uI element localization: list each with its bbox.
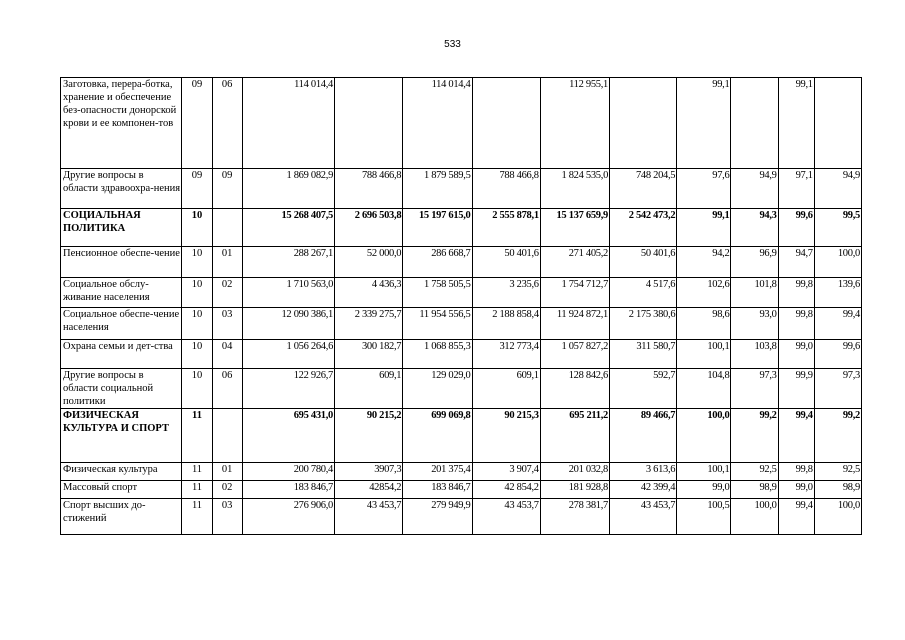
subsection-code-cell: 01 bbox=[212, 463, 242, 481]
value-cell: 200 780,4 bbox=[242, 463, 334, 481]
value-cell: 50 401,6 bbox=[610, 247, 677, 278]
table-row bbox=[61, 463, 862, 481]
value-cell: 122 926,7 bbox=[242, 369, 334, 409]
value-cell: 788 466,8 bbox=[335, 169, 403, 209]
section-code-cell: 11 bbox=[182, 481, 212, 499]
value-cell: 592,7 bbox=[610, 369, 677, 409]
value-cell bbox=[814, 78, 861, 169]
value-cell: 99,0 bbox=[778, 340, 814, 369]
table-row bbox=[61, 78, 862, 169]
value-cell: 97,3 bbox=[814, 369, 861, 409]
subsection-code-cell: 02 bbox=[212, 481, 242, 499]
value-cell: 114 014,4 bbox=[242, 78, 334, 169]
value-cell: 90 215,3 bbox=[472, 409, 540, 463]
value-cell: 181 928,8 bbox=[540, 481, 609, 499]
value-cell: 98,9 bbox=[731, 481, 778, 499]
value-cell: 100,0 bbox=[814, 247, 861, 278]
row-name-cell: Социальное обеспе-чение населения bbox=[61, 308, 182, 340]
budget-table bbox=[60, 77, 862, 535]
table-row bbox=[61, 169, 862, 209]
value-cell bbox=[610, 78, 677, 169]
value-cell: 99,4 bbox=[814, 308, 861, 340]
value-cell: 300 182,7 bbox=[335, 340, 403, 369]
value-cell: 1 056 264,6 bbox=[242, 340, 334, 369]
section-code-cell: 09 bbox=[182, 78, 212, 169]
value-cell: 42 399,4 bbox=[610, 481, 677, 499]
value-cell: 104,8 bbox=[677, 369, 731, 409]
value-cell: 288 267,1 bbox=[242, 247, 334, 278]
row-name-cell: ФИЗИЧЕСКАЯ КУЛЬТУРА И СПОРТ bbox=[61, 409, 182, 463]
value-cell: 286 668,7 bbox=[403, 247, 472, 278]
table-row bbox=[61, 278, 862, 308]
value-cell: 43 453,7 bbox=[610, 499, 677, 535]
value-cell: 99,5 bbox=[814, 209, 861, 247]
value-cell: 112 955,1 bbox=[540, 78, 609, 169]
value-cell: 99,6 bbox=[814, 340, 861, 369]
value-cell: 1 710 563,0 bbox=[242, 278, 334, 308]
value-cell: 42 854,2 bbox=[472, 481, 540, 499]
section-code-cell: 11 bbox=[182, 463, 212, 481]
value-cell: 102,6 bbox=[677, 278, 731, 308]
value-cell: 183 846,7 bbox=[242, 481, 334, 499]
value-cell: 2 542 473,2 bbox=[610, 209, 677, 247]
value-cell: 94,2 bbox=[677, 247, 731, 278]
value-cell: 99,1 bbox=[778, 78, 814, 169]
value-cell: 609,1 bbox=[472, 369, 540, 409]
value-cell: 89 466,7 bbox=[610, 409, 677, 463]
section-code-cell: 10 bbox=[182, 247, 212, 278]
row-name-cell: Физическая культура bbox=[61, 463, 182, 481]
subsection-code-cell: 03 bbox=[212, 308, 242, 340]
value-cell: 129 029,0 bbox=[403, 369, 472, 409]
value-cell: 1 824 535,0 bbox=[540, 169, 609, 209]
section-code-cell: 11 bbox=[182, 499, 212, 535]
row-name-cell: Другие вопросы в области социальной политики bbox=[61, 369, 182, 409]
subsection-code-cell bbox=[212, 209, 242, 247]
value-cell: 311 580,7 bbox=[610, 340, 677, 369]
value-cell: 1 754 712,7 bbox=[540, 278, 609, 308]
row-name-cell: Пенсионное обеспе-чение bbox=[61, 247, 182, 278]
subsection-code-cell: 06 bbox=[212, 369, 242, 409]
section-code-cell: 09 bbox=[182, 169, 212, 209]
table-row bbox=[61, 209, 862, 247]
value-cell: 92,5 bbox=[814, 463, 861, 481]
table-row bbox=[61, 481, 862, 499]
row-name-cell: Заготовка, перера-ботка, хранение и обеспечение без-опасности донорской крови и ее компонен-тов bbox=[61, 78, 182, 169]
value-cell: 279 949,9 bbox=[403, 499, 472, 535]
value-cell: 94,9 bbox=[814, 169, 861, 209]
value-cell: 100,0 bbox=[814, 499, 861, 535]
value-cell: 92,5 bbox=[731, 463, 778, 481]
value-cell: 11 924 872,1 bbox=[540, 308, 609, 340]
value-cell: 3 907,4 bbox=[472, 463, 540, 481]
value-cell: 98,6 bbox=[677, 308, 731, 340]
table-row bbox=[61, 499, 862, 535]
value-cell: 101,8 bbox=[731, 278, 778, 308]
value-cell: 99,4 bbox=[778, 409, 814, 463]
section-code-cell: 10 bbox=[182, 340, 212, 369]
value-cell: 1 869 082,9 bbox=[242, 169, 334, 209]
value-cell: 2 696 503,8 bbox=[335, 209, 403, 247]
value-cell: 43 453,7 bbox=[335, 499, 403, 535]
value-cell: 139,6 bbox=[814, 278, 861, 308]
value-cell: 609,1 bbox=[335, 369, 403, 409]
value-cell: 52 000,0 bbox=[335, 247, 403, 278]
value-cell: 276 906,0 bbox=[242, 499, 334, 535]
value-cell: 100,5 bbox=[677, 499, 731, 535]
value-cell: 2 175 380,6 bbox=[610, 308, 677, 340]
value-cell: 100,1 bbox=[677, 463, 731, 481]
value-cell: 94,7 bbox=[778, 247, 814, 278]
section-code-cell: 10 bbox=[182, 369, 212, 409]
value-cell: 788 466,8 bbox=[472, 169, 540, 209]
value-cell: 99,0 bbox=[778, 481, 814, 499]
value-cell: 50 401,6 bbox=[472, 247, 540, 278]
value-cell: 97,3 bbox=[731, 369, 778, 409]
subsection-code-cell bbox=[212, 409, 242, 463]
value-cell: 201 032,8 bbox=[540, 463, 609, 481]
value-cell: 114 014,4 bbox=[403, 78, 472, 169]
value-cell: 97,6 bbox=[677, 169, 731, 209]
value-cell: 695 211,2 bbox=[540, 409, 609, 463]
value-cell: 1 758 505,5 bbox=[403, 278, 472, 308]
value-cell: 201 375,4 bbox=[403, 463, 472, 481]
row-name-cell: Спорт высших до-стижений bbox=[61, 499, 182, 535]
subsection-code-cell: 01 bbox=[212, 247, 242, 278]
value-cell: 15 197 615,0 bbox=[403, 209, 472, 247]
value-cell: 183 846,7 bbox=[403, 481, 472, 499]
value-cell: 99,2 bbox=[814, 409, 861, 463]
value-cell bbox=[335, 78, 403, 169]
value-cell bbox=[731, 78, 778, 169]
subsection-code-cell: 09 bbox=[212, 169, 242, 209]
value-cell: 93,0 bbox=[731, 308, 778, 340]
value-cell: 312 773,4 bbox=[472, 340, 540, 369]
table-row bbox=[61, 247, 862, 278]
value-cell: 96,9 bbox=[731, 247, 778, 278]
value-cell: 99,8 bbox=[778, 308, 814, 340]
section-code-cell: 10 bbox=[182, 278, 212, 308]
value-cell: 1 879 589,5 bbox=[403, 169, 472, 209]
value-cell: 99,1 bbox=[677, 78, 731, 169]
value-cell: 15 137 659,9 bbox=[540, 209, 609, 247]
value-cell: 15 268 407,5 bbox=[242, 209, 334, 247]
value-cell: 99,8 bbox=[778, 463, 814, 481]
table-row bbox=[61, 308, 862, 340]
value-cell: 271 405,2 bbox=[540, 247, 609, 278]
row-name-cell: Массовый спорт bbox=[61, 481, 182, 499]
value-cell: 99,9 bbox=[778, 369, 814, 409]
subsection-code-cell: 06 bbox=[212, 78, 242, 169]
value-cell: 99,2 bbox=[731, 409, 778, 463]
value-cell: 99,6 bbox=[778, 209, 814, 247]
value-cell: 98,9 bbox=[814, 481, 861, 499]
section-code-cell: 11 bbox=[182, 409, 212, 463]
value-cell: 42854,2 bbox=[335, 481, 403, 499]
subsection-code-cell: 02 bbox=[212, 278, 242, 308]
value-cell: 100,0 bbox=[731, 499, 778, 535]
value-cell: 94,3 bbox=[731, 209, 778, 247]
value-cell: 99,4 bbox=[778, 499, 814, 535]
value-cell: 4 517,6 bbox=[610, 278, 677, 308]
value-cell: 100,1 bbox=[677, 340, 731, 369]
section-code-cell: 10 bbox=[182, 209, 212, 247]
value-cell: 278 381,7 bbox=[540, 499, 609, 535]
value-cell: 99,1 bbox=[677, 209, 731, 247]
section-code-cell: 10 bbox=[182, 308, 212, 340]
value-cell: 695 431,0 bbox=[242, 409, 334, 463]
value-cell: 97,1 bbox=[778, 169, 814, 209]
value-cell: 11 954 556,5 bbox=[403, 308, 472, 340]
value-cell: 699 069,8 bbox=[403, 409, 472, 463]
value-cell: 1 057 827,2 bbox=[540, 340, 609, 369]
value-cell: 3907,3 bbox=[335, 463, 403, 481]
table-body bbox=[61, 78, 862, 535]
value-cell: 1 068 855,3 bbox=[403, 340, 472, 369]
row-name-cell: СОЦИАЛЬНАЯ ПОЛИТИКА bbox=[61, 209, 182, 247]
value-cell: 3 235,6 bbox=[472, 278, 540, 308]
value-cell: 2 339 275,7 bbox=[335, 308, 403, 340]
value-cell: 100,0 bbox=[677, 409, 731, 463]
subsection-code-cell: 03 bbox=[212, 499, 242, 535]
value-cell: 4 436,3 bbox=[335, 278, 403, 308]
value-cell: 90 215,2 bbox=[335, 409, 403, 463]
value-cell: 128 842,6 bbox=[540, 369, 609, 409]
page-number: 533 bbox=[444, 39, 461, 50]
subsection-code-cell: 04 bbox=[212, 340, 242, 369]
value-cell: 2 555 878,1 bbox=[472, 209, 540, 247]
table-row bbox=[61, 369, 862, 409]
value-cell: 12 090 386,1 bbox=[242, 308, 334, 340]
row-name-cell: Другие вопросы в области здравоохра-нения bbox=[61, 169, 182, 209]
table-row bbox=[61, 340, 862, 369]
value-cell: 43 453,7 bbox=[472, 499, 540, 535]
value-cell: 3 613,6 bbox=[610, 463, 677, 481]
table-row bbox=[61, 409, 862, 463]
row-name-cell: Социальное обслу-живание населения bbox=[61, 278, 182, 308]
value-cell bbox=[472, 78, 540, 169]
row-name-cell: Охрана семьи и дет-ства bbox=[61, 340, 182, 369]
value-cell: 103,8 bbox=[731, 340, 778, 369]
value-cell: 99,8 bbox=[778, 278, 814, 308]
value-cell: 2 188 858,4 bbox=[472, 308, 540, 340]
value-cell: 748 204,5 bbox=[610, 169, 677, 209]
value-cell: 99,0 bbox=[677, 481, 731, 499]
value-cell: 94,9 bbox=[731, 169, 778, 209]
